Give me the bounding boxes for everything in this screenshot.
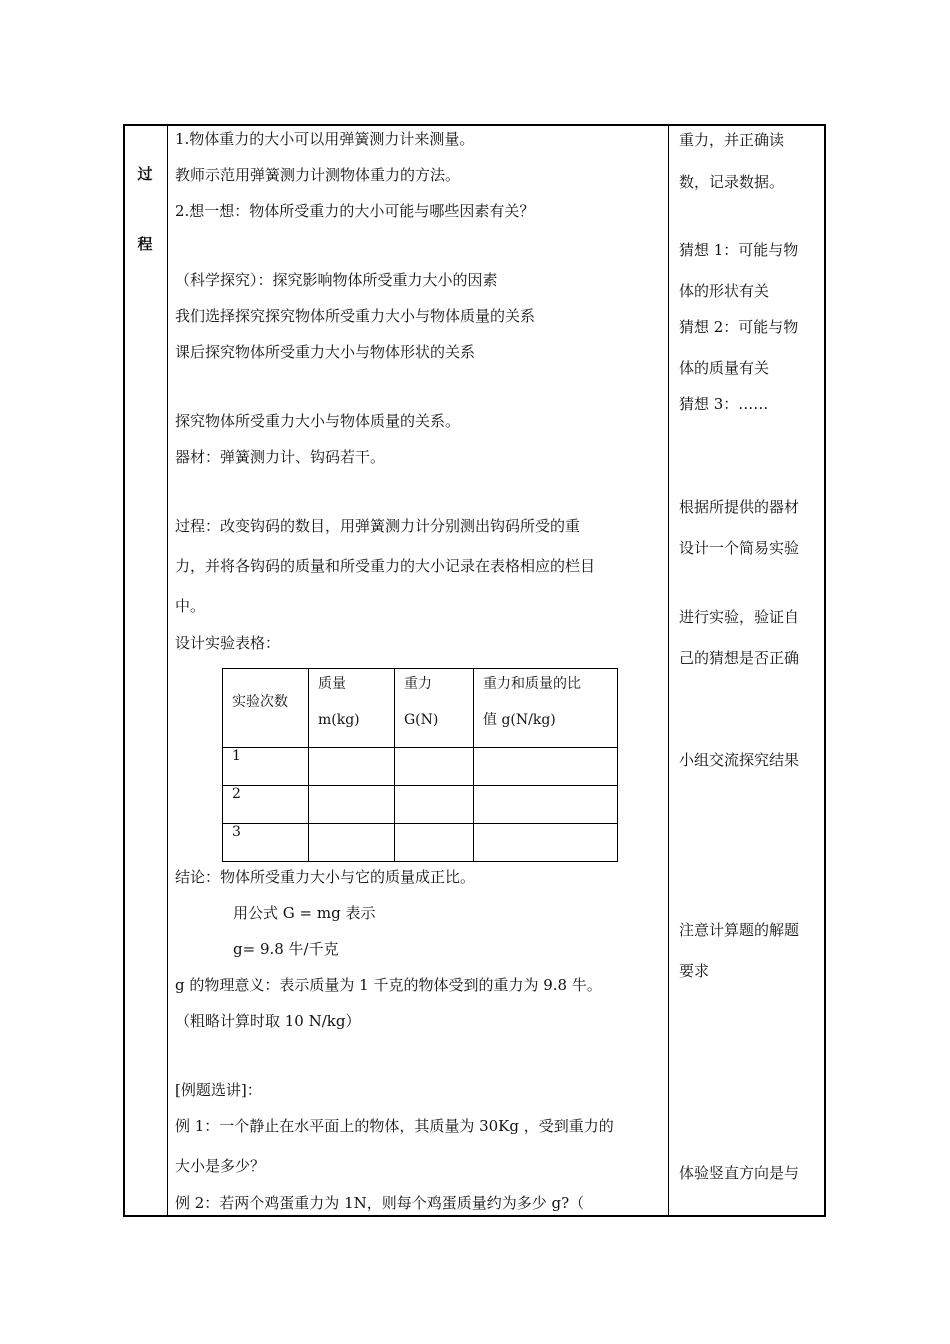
side-line: 进行实验，验证自 xyxy=(679,608,800,626)
side-line: 注意计算题的解题 xyxy=(679,921,800,939)
side-line: 体的质量有关 xyxy=(679,359,770,377)
table-cell xyxy=(309,824,395,862)
main-line: 过程：改变钩码的数目，用弹簧测力计分别测出钩码所受的重 xyxy=(175,517,581,535)
side-line: 根据所提供的器材 xyxy=(679,498,800,516)
side-line: 小组交流探究结果 xyxy=(679,751,800,769)
main-line: 例 2：若两个鸡蛋重力为 1N，则每个鸡蛋质量约为多少 g?（ xyxy=(175,1194,585,1212)
table-row xyxy=(223,786,618,824)
main-line: 1.物体重力的大小可以用弹簧测力计来测量。 xyxy=(175,130,475,148)
table-header-row xyxy=(223,669,618,748)
main-line: （粗略计算时取 10 N/kg） xyxy=(175,1012,361,1030)
side-line: 猜想 3：…… xyxy=(679,395,769,413)
main-line: g 的物理意义：表示质量为 1 千克的物体受到的重力为 9.8 牛。 xyxy=(175,976,602,994)
table-row xyxy=(223,748,618,786)
formula-line: 用公式 G = mg 表示 xyxy=(233,904,376,922)
section-label-char-1: 过 xyxy=(137,165,153,183)
header-ratio: 重力和质量的比 值 g(N/kg) xyxy=(474,669,618,748)
table-cell xyxy=(309,748,395,786)
side-line: 己的猜想是否正确 xyxy=(679,649,800,667)
side-line: 猜想 1：可能与物 xyxy=(679,241,799,259)
main-line: 课后探究物体所受重力大小与物体形状的关系 xyxy=(175,343,476,361)
table-cell xyxy=(474,748,618,786)
table-cell: 1 xyxy=(223,748,309,786)
main-line: 2.想一想：物体所受重力的大小可能与哪些因素有关？ xyxy=(175,202,535,220)
main-line: 器材：弹簧测力计、钩码若干。 xyxy=(175,448,386,466)
side-line: 数，记录数据。 xyxy=(679,173,785,191)
main-line: 探究物体所受重力大小与物体质量的关系。 xyxy=(175,412,461,430)
main-line: 设计实验表格： xyxy=(175,634,281,652)
table-cell xyxy=(395,824,474,862)
side-line: 设计一个简易实验 xyxy=(679,539,800,557)
column-divider-left xyxy=(167,124,168,1217)
main-line: 结论：物体所受重力大小与它的质量成正比。 xyxy=(175,868,476,886)
table-cell xyxy=(474,824,618,862)
main-line: 大小是多少？ xyxy=(175,1157,266,1175)
table-cell: 3 xyxy=(223,824,309,862)
header-mass: 质量 m(kg) xyxy=(309,669,395,748)
experiment-table xyxy=(222,668,618,862)
table-cell xyxy=(395,748,474,786)
main-line: [例题选讲]： xyxy=(175,1081,262,1099)
table-row xyxy=(223,824,618,862)
side-line: 体的形状有关 xyxy=(679,282,770,300)
table-cell xyxy=(395,786,474,824)
header-trial-count: 实验次数 xyxy=(223,669,309,748)
table-cell xyxy=(309,786,395,824)
side-line: 重力，并正确读 xyxy=(679,131,785,149)
main-line: 例 1：一个静止在水平面上的物体，其质量为 30Kg ，受到重力的 xyxy=(175,1117,614,1135)
main-line: （科学探究）：探究影响物体所受重力大小的因素 xyxy=(175,271,498,289)
main-line: 中。 xyxy=(175,597,206,615)
section-label-char-2: 程 xyxy=(137,235,153,253)
header-gravity: 重力 G(N) xyxy=(395,669,474,748)
table-cell xyxy=(474,786,618,824)
side-line: 要求 xyxy=(679,962,710,980)
formula-line: g= 9.8 牛/千克 xyxy=(233,940,339,958)
column-divider-right xyxy=(668,124,669,1217)
main-line: 教师示范用弹簧测力计测物体重力的方法。 xyxy=(175,166,461,184)
main-line: 我们选择探究探究物体所受重力大小与物体质量的关系 xyxy=(175,307,536,325)
main-line: 力，并将各钩码的质量和所受重力的大小记录在表格相应的栏目 xyxy=(175,557,596,575)
side-line: 猜想 2：可能与物 xyxy=(679,318,799,336)
table-cell: 2 xyxy=(223,786,309,824)
side-line: 体验竖直方向是与 xyxy=(679,1164,800,1182)
